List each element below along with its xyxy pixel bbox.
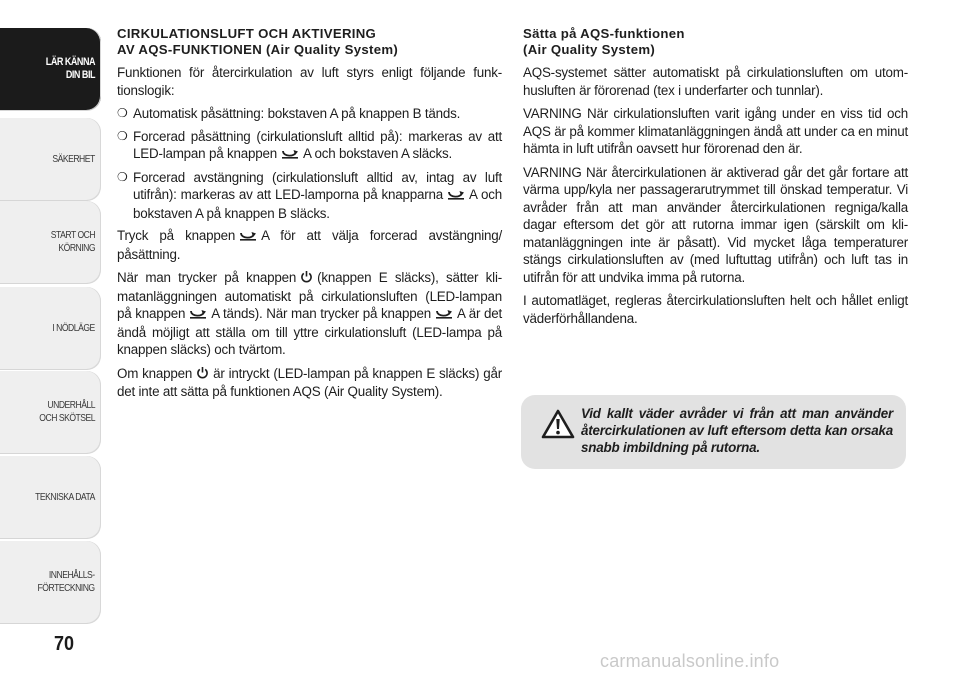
paragraph: I automatläget, regleras återcirkulationsluften helt och hållet enligt väderförhållandena. <box>523 293 908 326</box>
paragraph: Om knappen är intryckt (LED-lampan på knappen E släcks) går det inte att sätta på funktionen AQS (Air Quality System). <box>117 365 502 399</box>
tab-i-nodlage[interactable] <box>0 287 101 369</box>
tab-label: UNDERHÅLL OCH SKÖTSEL <box>39 399 95 424</box>
tab-innehallsforteckning[interactable] <box>0 541 101 623</box>
left-heading: CIRKULATIONSLUFT OCH AKTIVERING AV AQS-FUNKTIONEN (Air Quality System) <box>117 26 399 57</box>
watermark: carmanualsonline.info <box>600 651 780 671</box>
right-column <box>523 26 908 333</box>
warning-text: Vid kallt väder avråder vi från att man använder återcirkulationen av luft eftersom detta kan orsaka snabb imbildning på rutorna. <box>581 406 893 455</box>
tab-label: LÄR KÄNNA DIN BIL <box>45 56 95 81</box>
tab-label: I NÖDLÄGE <box>52 321 95 334</box>
tab-underhall[interactable] <box>0 371 101 453</box>
recirculation-icon <box>281 146 299 164</box>
tab-start-och-korning[interactable] <box>0 201 101 283</box>
recirculation-icon <box>189 306 207 324</box>
bullet-circle-icon: ❍ <box>117 106 128 120</box>
tab-label: START OCH KÖRNING <box>50 229 95 254</box>
list-item: ❍ Forcerad påsättning (cirkulationsluft alltid på): markeras av att LED-lampan på knappen A och bokstaven A släcks. <box>117 128 502 164</box>
tab-label: SÄKERHET <box>52 152 95 165</box>
power-icon <box>196 366 209 384</box>
paragraph: AQS-systemet sätter automatiskt på cirkulationsluften om utom-husluften är förorenad (tex i underfarter och tunnlar). <box>523 65 908 98</box>
left-column <box>117 26 502 407</box>
right-heading: Sätta på AQS-funktionen (Air Quality System) <box>523 26 685 57</box>
page-number: 70 <box>54 633 75 655</box>
warning-box <box>521 395 906 469</box>
paragraph: VARNING När återcirkulationen är aktiverad går det går fortare att värma upp/kyla ner passagerarutrymmet till önskad temperatur. Vi avråder från att man använder återcirkulationen regniga/kalla dagar eftersom det gör att rutorna immar igen (särskilt om kli-matanläggningen inte är påsatt). Vid mycket låga temperaturer stängs cirkulationsluften av (med luftuttag utifrån) och luft tas in utifrån för att undvika imma på rutorna. <box>523 164 908 285</box>
intro-paragraph: Funktionen för återcirkulation av luft styrs enligt följande funk-tionslogik: <box>117 65 502 98</box>
bullet-circle-icon: ❍ <box>117 128 128 143</box>
bullet-circle-icon: ❍ <box>117 169 128 184</box>
paragraph: Tryck på knappen A för att välja forcerad avstängning/ påsättning. <box>117 228 502 262</box>
tab-lar-kanna[interactable] <box>0 28 101 110</box>
tab-sakerhet[interactable] <box>0 118 101 200</box>
paragraph: När man trycker på knappen (knappen E släcks), sätter kli-matanläggningen automatiskt på cirkulationsluften (LED-lampan på knappen A tänds). När man trycker på knappen A är det ändå möjligt att ställa om till yttre cirkulationsluft (LED-lampa på knappen släcks) och tvärtom. <box>117 270 502 357</box>
recirculation-icon <box>239 228 257 246</box>
recirculation-icon <box>435 306 453 324</box>
tab-label: TEKNISKA DATA <box>35 490 95 503</box>
power-icon <box>300 270 313 288</box>
list-item: ❍ Automatisk påsättning: bokstaven A på knappen B tänds. <box>117 106 461 121</box>
paragraph: VARNING När cirkulationsluften varit igång under en viss tid och AQS är på kommer klimatanläggningen ändå att under ca en minut hämta in luft utifrån oavsett hur förorenad den är. <box>523 106 908 156</box>
warning-triangle-icon <box>541 409 575 444</box>
recirculation-icon <box>447 187 465 205</box>
tab-label: INNEHÅLLS- FÖRTECKNING <box>37 569 95 594</box>
list-item: ❍ Forcerad avstängning (cirkulationsluft alltid av, intag av luft utifrån): markeras av att LED-lamporna på knapparna A och bokstaven A på knappen B släcks. <box>117 169 502 221</box>
tab-tekniska-data[interactable] <box>0 456 101 538</box>
